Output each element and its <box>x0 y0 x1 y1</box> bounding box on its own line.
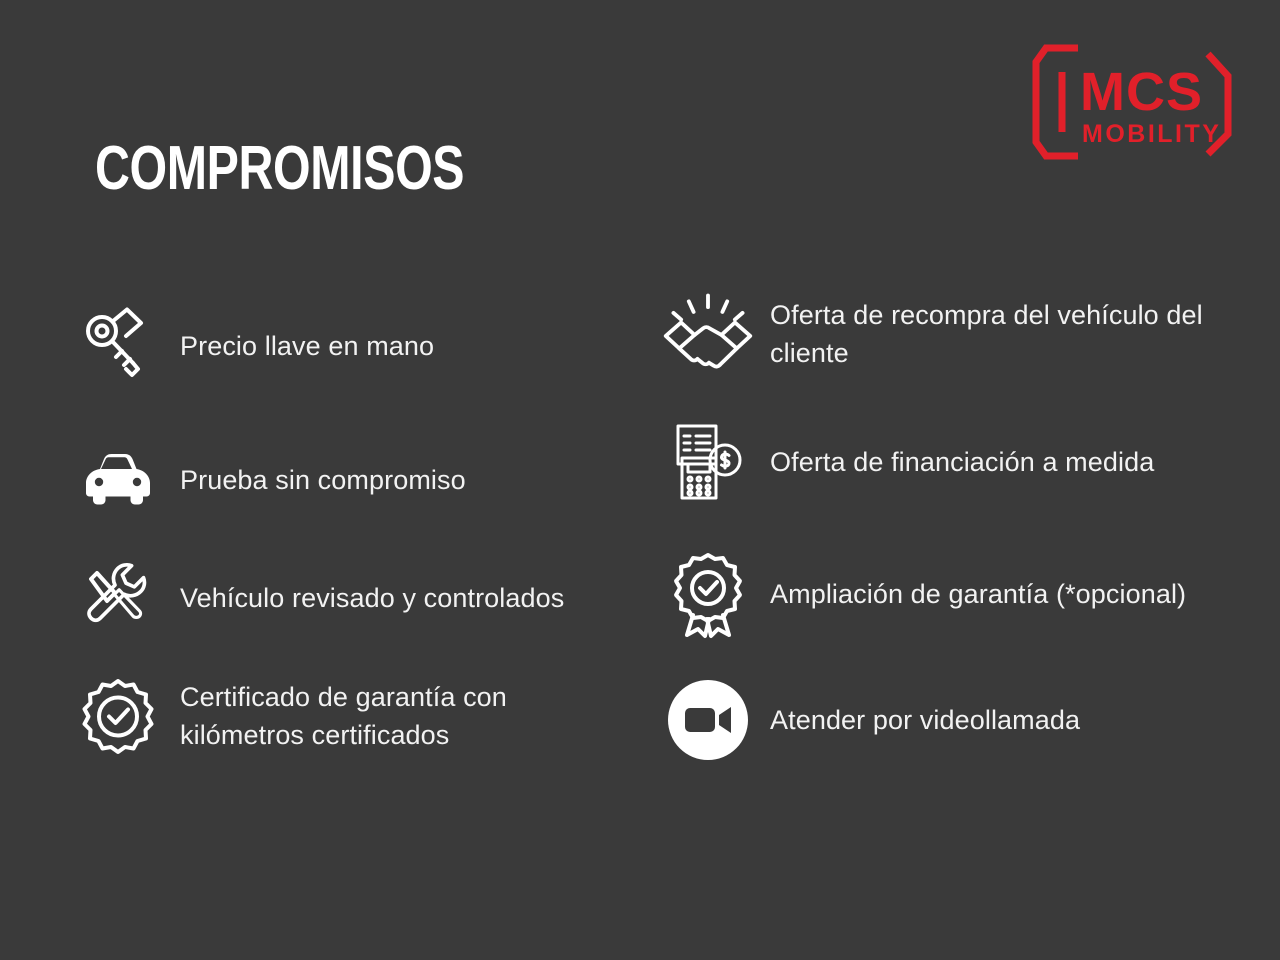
commitments-right-column <box>660 286 1260 768</box>
mcs-mobility-logo <box>1032 42 1232 162</box>
list-item-label: Oferta de financiación a medida <box>770 446 1155 477</box>
list-item <box>660 672 1260 768</box>
list-item <box>70 550 630 646</box>
list-item <box>660 286 1260 382</box>
calculator-document-coin-icon <box>660 414 756 510</box>
list-item-label: Atender por videollamada <box>770 704 1081 735</box>
commitments-left-column <box>70 286 630 764</box>
logo-primary-text: MCS <box>1080 62 1203 122</box>
video-call-icon <box>660 672 756 768</box>
handshake-icon <box>660 286 756 382</box>
tools-icon <box>70 550 166 646</box>
list-item-label: Oferta de recompra del vehículo del cliente <box>770 299 1203 368</box>
list-item <box>70 298 630 394</box>
car-icon <box>70 432 166 528</box>
list-item-label: Prueba sin compromiso <box>180 464 466 495</box>
check-badge-icon <box>70 668 166 764</box>
list-item <box>70 668 630 764</box>
list-item-label: Certificado de garantía con kilómetros certificados <box>180 681 507 750</box>
list-item <box>70 432 630 528</box>
key-tag-icon <box>70 298 166 394</box>
list-item-label: Vehículo revisado y controlados <box>180 582 565 613</box>
logo-secondary-text: MOBILITY <box>1082 120 1222 148</box>
list-item-label: Ampliación de garantía (*opcional) <box>770 578 1187 609</box>
page-title: COMPROMISOS <box>95 134 465 203</box>
list-item <box>660 546 1260 642</box>
list-item-label: Precio llave en mano <box>180 330 435 361</box>
award-ribbon-icon <box>660 546 756 642</box>
list-item <box>660 414 1260 510</box>
